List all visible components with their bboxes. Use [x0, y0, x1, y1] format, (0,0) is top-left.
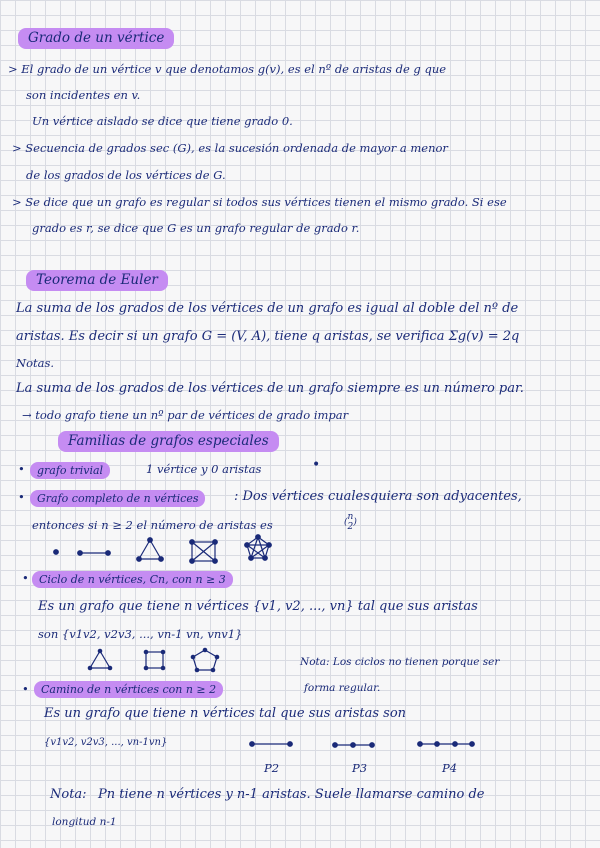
ciclo-nota-line-1: Nota: Los ciclos no tienen porque ser — [300, 656, 500, 668]
heading-familias-grafos: Familias de grafos especiales — [60, 433, 277, 450]
euler-line-5: → todo grafo tiene un nº par de vértices de grado impar — [22, 408, 349, 422]
vertice-aislado-text: Un vértice aislado se dice que tiene grado 0. — [32, 114, 293, 128]
label-camino: Camino de n vértices con n ≥ 2 — [36, 683, 221, 696]
camino-line-1: Es un grafo que tiene n vértices tal que sus aristas son — [44, 706, 407, 721]
nota-label: Nota: — [50, 787, 87, 802]
ciclo-line-2: son {v1v2, v2v3, ..., vn-1 vn, vnv1} — [38, 627, 243, 641]
label-p2: P2 — [264, 761, 280, 775]
binomial-coefficient: ( n 2 ) — [344, 512, 357, 532]
nota-line-2: longitud n-1 — [52, 816, 117, 828]
heading-grado-vertice: Grado de un vértice — [20, 30, 172, 47]
ciclo-line-1: Es un grafo que tiene n vértices {v1, v2, ..., vn} tal que sus aristas — [38, 599, 478, 614]
bullet-dot: • — [22, 682, 29, 696]
euler-line-1: La suma de los grados de los vértices de un grafo es igual al doble del nº de — [16, 301, 519, 316]
binom-top: n — [347, 512, 354, 522]
bullet-dot: • — [18, 490, 25, 504]
nota-text: Pn tiene n vértices y n-1 aristas. Suele llamarse camino de — [98, 787, 485, 802]
label-ciclo: Ciclo de n vértices, Cn, con n ≥ 3 — [34, 573, 231, 586]
binom-bottom: 2 — [347, 522, 354, 532]
euler-line-4: La suma de los grados de los vértices de un grafo siempre es un número par. — [16, 381, 524, 396]
label-grafo-completo: Grafo completo de n vértices — [32, 492, 203, 505]
bullet-dot: • — [18, 462, 25, 476]
camino-line-2: {v1v2, v2v3, ..., vn-1vn} — [44, 737, 168, 748]
grafo-regular-line-1: > Se dice que un grafo es regular si todos sus vértices tienen el mismo grado. Si ese — [12, 195, 507, 209]
ciclo-nota-line-2: forma regular. — [304, 682, 381, 694]
grafo-completo-text: : Dos vértices cualesquiera son adyacentes, — [234, 489, 522, 504]
grafo-regular-line-2: grado es r, se dice que G es un grafo regular de grado r. — [32, 221, 360, 235]
grado-definition-line-2: son incidentes en v. — [26, 88, 141, 102]
label-p4: P4 — [442, 761, 458, 775]
bullet-dot: • — [22, 571, 29, 585]
secuencia-grados-line-1: > Secuencia de grados sec (G), es la sucesión ordenada de mayor a menor — [12, 141, 448, 155]
grado-definition-line-1: > El grado de un vértice v que denotamos g(v), es el nº de aristas de g que — [8, 62, 447, 76]
grafo-trivial-text: 1 vértice y 0 aristas — [146, 462, 262, 476]
euler-line-2: aristas. Es decir si un grafo G = (V, A), tiene q aristas, se verifica Σg(v) = 2q — [16, 329, 520, 344]
label-p3: P3 — [352, 761, 368, 775]
heading-teorema-euler: Teorema de Euler — [28, 272, 166, 289]
label-grafo-trivial: grafo trivial — [32, 464, 108, 477]
trivial-graph-vertex: • — [312, 457, 321, 473]
grafo-completo-line-2: entonces si n ≥ 2 el número de aristas es — [32, 518, 273, 532]
euler-notas: Notas. — [16, 356, 55, 370]
secuencia-grados-line-2: de los grados de los vértices de G. — [26, 168, 226, 182]
